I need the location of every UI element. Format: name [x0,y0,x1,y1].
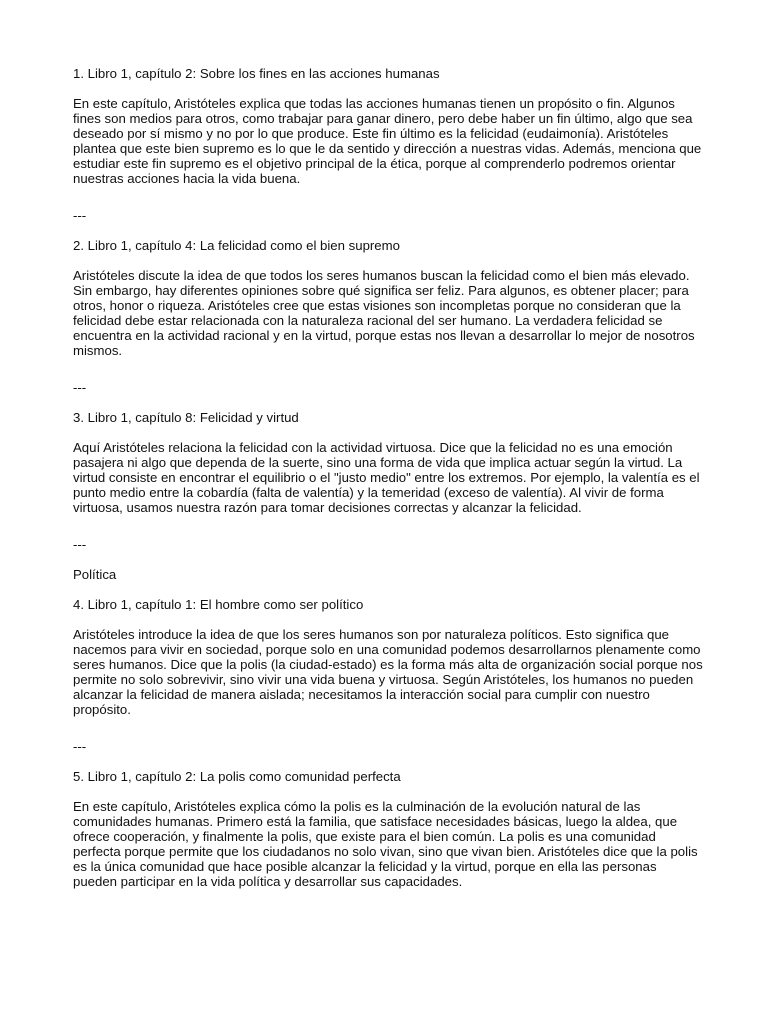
separator: --- [73,380,87,395]
separator: --- [73,537,87,552]
section-body: En este capítulo, Aristóteles explica que todas las acciones humanas tienen un propósito o fin. Algunos fines son medios para otros, como trabajar para ganar dinero, pero debe haber un fin último, algo que sea deseado por sí mismo y no por lo que produce. Este fin último es la felicidad (eudaimonía). Aristóteles plantea que este bien supremo es lo que le da sentido y dirección a nuestras vidas. Además, menciona que estudiar este fin supremo es el objetivo principal de la ética, porque al comprenderlo podremos orientar nuestras acciones hacia la vida buena. [73,96,702,186]
section-body: Aristóteles introduce la idea de que los seres humanos son por naturaleza políticos. Esto significa que nacemos para vivir en sociedad, porque solo en una comunidad podemos desarrollarnos plenamente como seres humanos. Dice que la polis (la ciudad-estado) es la forma más alta de organización social porque nos permite no solo sobrevivir, sino vivir una vida buena y virtuosa. Según Aristóteles, los humanos no pueden alcanzar la felicidad de manera aislada; necesitamos la interacción social para cumplir con nuestro propósito. [73,627,703,717]
section-heading: 4. Libro 1, capítulo 1: El hombre como ser político [73,597,364,612]
separator: --- [73,208,87,223]
section-heading: 5. Libro 1, capítulo 2: La polis como comunidad perfecta [73,769,401,784]
section-body: En este capítulo, Aristóteles explica cómo la polis es la culminación de la evolución natural de las comunidades humanas. Primero está la familia, que satisface necesidades básicas, luego la aldea, que ofrece cooperación, y finalmente la polis, que existe para el bien común. La polis es una comunidad perfecta porque permite que los ciudadanos no solo vivan, sino que vivan bien. Aristóteles dice que la polis es la única comunidad que hace posible alcanzar la felicidad y la virtud, porque en ella las personas pueden participar en la vida política y desarrollar sus capacidades. [73,799,698,889]
section-body: Aquí Aristóteles relaciona la felicidad con la actividad virtuosa. Dice que la felicidad no es una emoción pasajera ni algo que dependa de la suerte, sino una forma de vida que implica actuar según la virtud. La virtud consiste en encontrar el equilibrio o el "justo medio" entre los extremos. Por ejemplo, la valentía es el punto medio entre la cobardía (falta de valentía) y la temeridad (exceso de valentía). Al vivir de forma virtuosa, usamos nuestra razón para tomar decisiones correctas y alcanzar la felicidad. [73,440,700,515]
section-heading: 3. Libro 1, capítulo 8: Felicidad y virtud [73,410,299,425]
document-page [73,66,703,911]
section-heading: 2. Libro 1, capítulo 4: La felicidad como el bien supremo [73,238,400,253]
separator: --- [73,739,87,754]
section-body: Aristóteles discute la idea de que todos los seres humanos buscan la felicidad como el bien más elevado. Sin embargo, hay diferentes opiniones sobre qué significa ser feliz. Para algunos, es obtener placer; para otros, honor o riqueza. Aristóteles cree que estas visiones son incompletas porque no consideran que la felicidad debe estar relacionada con la naturaleza racional del ser humano. La verdadera felicidad se encuentra en la actividad racional y en la virtud, porque estas nos llevan a desarrollar lo mejor de nosotros mismos. [73,268,695,358]
section-heading: 1. Libro 1, capítulo 2: Sobre los fines en las acciones humanas [73,66,440,81]
politics-label: Política [73,567,117,582]
